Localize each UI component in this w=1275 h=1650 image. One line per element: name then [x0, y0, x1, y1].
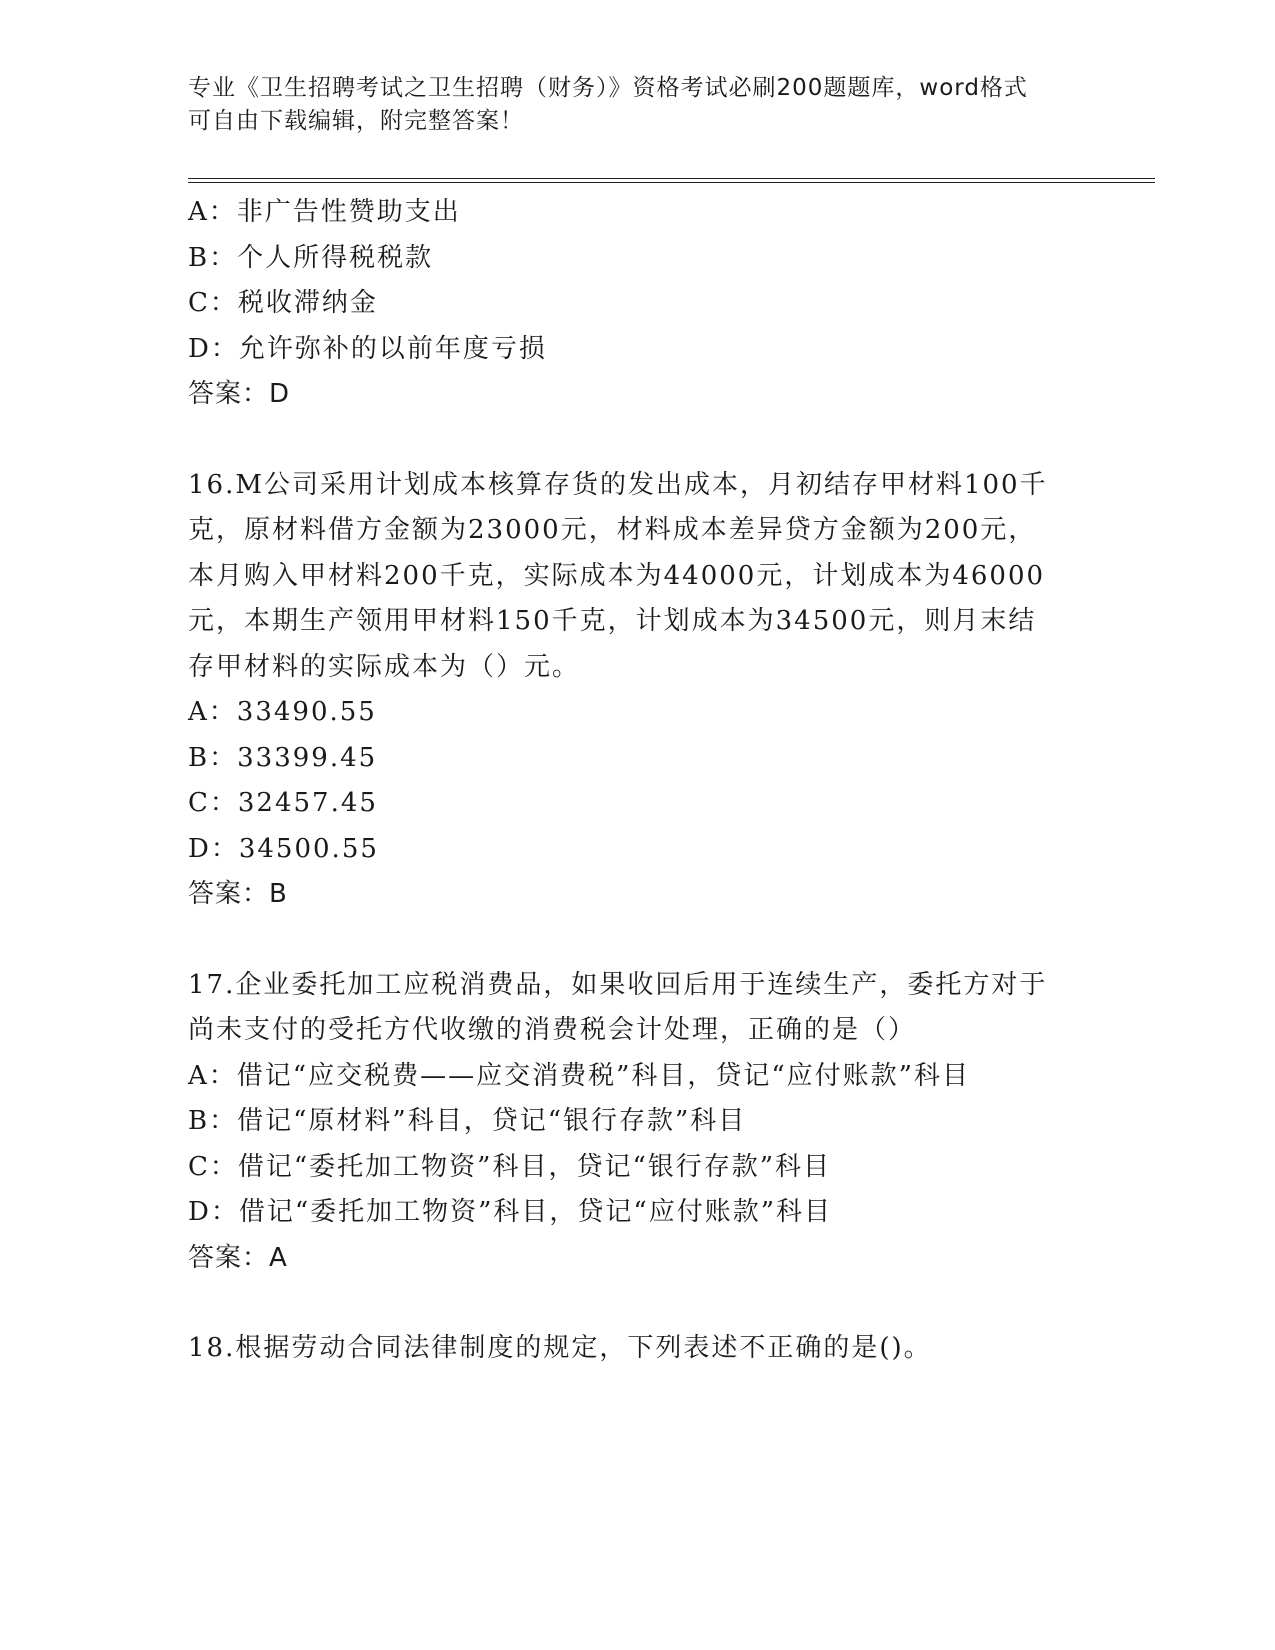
option-d: D：34500.55: [188, 833, 379, 864]
header-line-2: 可自由下载编辑，附完整答案！: [188, 108, 524, 134]
question-text-line: 18.根据劳动合同法律制度的规定，下列表述不正确的是()。: [188, 1333, 932, 1363]
question-16: [188, 463, 1088, 918]
question-text-line: 存甲材料的实际成本为（）元。: [188, 651, 581, 682]
question-text-line: 克，原材料借方金额为23000元，材料成本差异贷方金额为200元，: [188, 515, 1037, 545]
question-text-line: 尚未支付的受托方代收缴的消费税会计处理，正确的是（）: [188, 1015, 917, 1045]
page-header: [188, 72, 1068, 138]
question-text-line: 16.M公司采用计划成本核算存货的发出成本，月初结存甲材料100千: [188, 469, 1048, 500]
header-line-1: 专业《卫生招聘考试之卫生招聘（财务）》资格考试必刷200题题库，word格式: [188, 75, 1028, 101]
option-c: C：借记“委托加工物资”科目，贷记“银行存款”科目: [188, 1151, 832, 1182]
option-c: C：32457.45: [188, 788, 378, 818]
answer: 答案：D: [188, 379, 291, 409]
question-15: [188, 190, 1088, 418]
question-text-line: 本月购入甲材料200千克，实际成本为44000元，计划成本为46000: [188, 560, 1046, 591]
option-a: A：33490.55: [188, 697, 377, 727]
question-content: [188, 190, 1088, 1372]
spacer: [188, 418, 1088, 463]
option-d: D：允许弥补的以前年度亏损: [188, 333, 547, 364]
spacer: [188, 918, 1088, 963]
question-17: [188, 963, 1088, 1282]
option-b: B：33399.45: [188, 742, 378, 773]
option-c: C：税收滞纳金: [188, 288, 378, 318]
question-text-line: 17.企业委托加工应税消费品，如果收回后用于连续生产，委托方对于: [188, 969, 1048, 1000]
header-divider-top: [188, 178, 1155, 179]
option-a: A：借记“应交税费——应交消费税”科目，贷记“应付账款”科目: [188, 1060, 970, 1091]
option-b: B：个人所得税税款: [188, 242, 434, 273]
option-a: A：非广告性赞助支出: [188, 197, 461, 227]
question-text-line: 元，本期生产领用甲材料150千克，计划成本为34500元，则月末结: [188, 606, 1037, 636]
option-d: D：借记“委托加工物资”科目，贷记“应付账款”科目: [188, 1197, 833, 1227]
answer: 答案：B: [188, 879, 288, 909]
option-b: B：借记“原材料”科目，贷记“银行存款”科目: [188, 1106, 747, 1136]
question-18: [188, 1326, 1088, 1372]
answer: 答案：A: [188, 1242, 288, 1273]
header-divider-bottom: [188, 182, 1155, 183]
spacer: [188, 1281, 1088, 1326]
